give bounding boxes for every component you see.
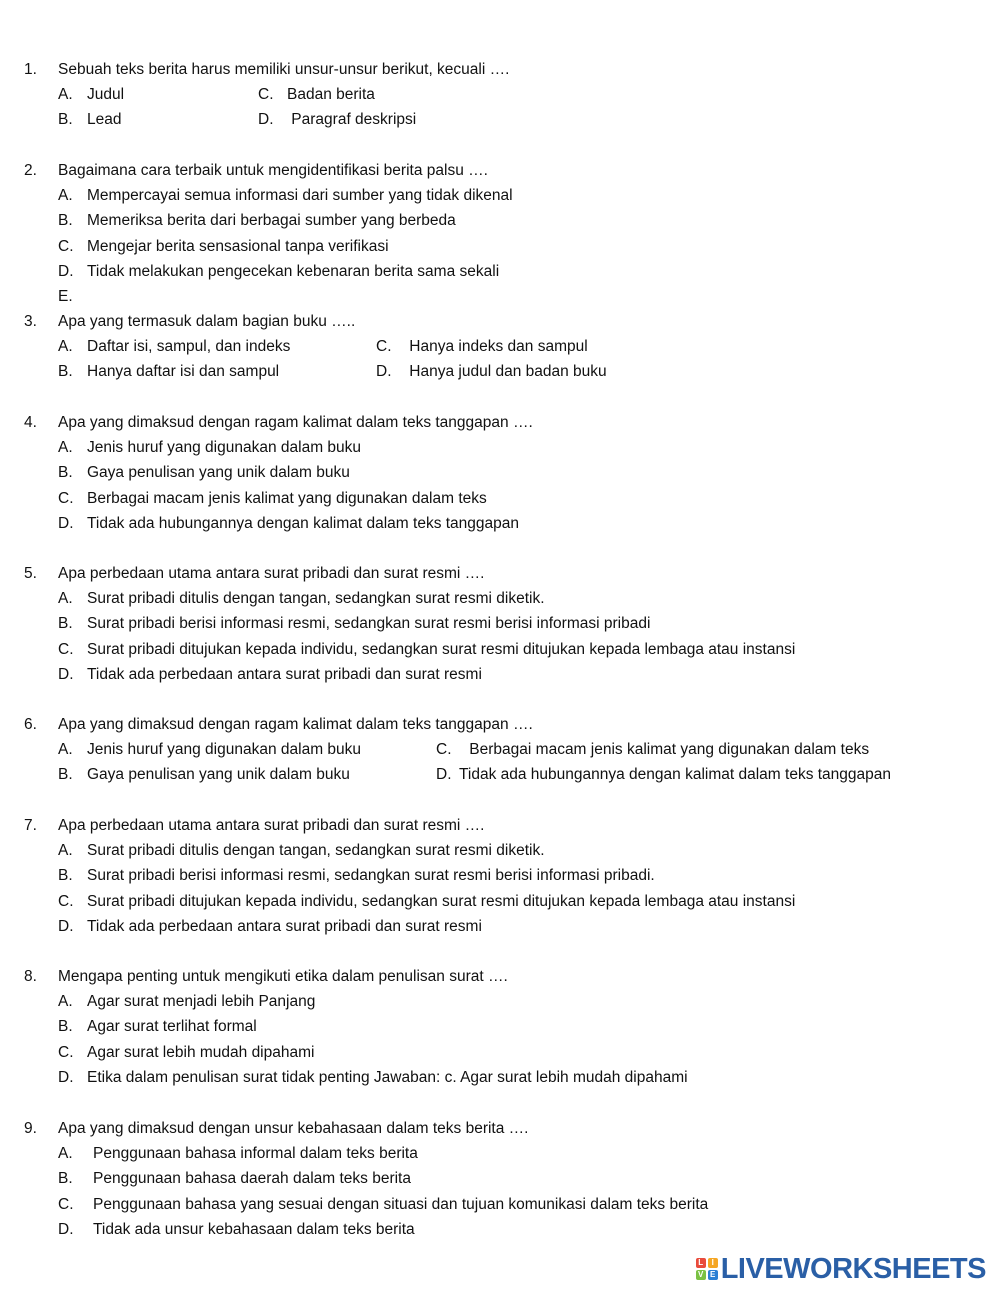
option-c[interactable]: C. Agar surat lebih mudah dipahami bbox=[58, 1043, 315, 1061]
question-number: 7. bbox=[24, 817, 37, 834]
option-a[interactable]: A. Surat pribadi ditulis dengan tangan, sedangkan surat resmi diketik. bbox=[58, 590, 545, 608]
question-number: 3. bbox=[24, 313, 37, 330]
option-a[interactable]: A. Daftar isi, sampul, dan indeks bbox=[58, 338, 291, 356]
question-stem: Apa perbedaan utama antara surat pribadi dan surat resmi …. bbox=[58, 817, 485, 834]
option-d[interactable]: D. Tidak ada hubungannya dengan kalimat dalam teks tanggapan bbox=[58, 514, 520, 532]
option-d[interactable]: D. Hanya judul dan badan buku bbox=[376, 363, 607, 381]
option-b[interactable]: B. Gaya penulisan yang unik dalam buku bbox=[58, 464, 350, 482]
option-c[interactable]: C. Surat pribadi ditujukan kepada individu, sedangkan surat resmi ditujukan kepada lembaga atau instansi bbox=[58, 892, 796, 910]
option-c[interactable]: C. Mengejar berita sensasional tanpa verifikasi bbox=[58, 237, 389, 255]
option-d[interactable]: D. Tidak melakukan pengecekan kebenaran berita sama sekali bbox=[58, 262, 500, 280]
option-c[interactable]: C. Berbagai macam jenis kalimat yang digunakan dalam teks bbox=[436, 741, 870, 759]
question-3 bbox=[24, 309, 984, 385]
question-number: 5. bbox=[24, 565, 37, 582]
option-b[interactable]: B. Agar surat terlihat formal bbox=[58, 1018, 257, 1036]
option-a[interactable]: A. Jenis huruf yang digunakan dalam buku bbox=[58, 741, 362, 759]
question-9 bbox=[24, 1116, 984, 1242]
question-4 bbox=[24, 410, 984, 536]
option-a[interactable]: A. Mempercayai semua informasi dari sumber yang tidak dikenal bbox=[58, 187, 513, 205]
option-b[interactable]: B. Gaya penulisan yang unik dalam buku bbox=[58, 766, 350, 784]
question-number: 2. bbox=[24, 162, 37, 179]
question-8 bbox=[24, 964, 984, 1090]
option-d[interactable]: D. Paragraf deskripsi bbox=[258, 111, 417, 129]
logo-mark-icon: L I V E bbox=[696, 1258, 718, 1280]
question-5 bbox=[24, 561, 984, 687]
liveworksheets-logo[interactable] bbox=[696, 1254, 986, 1284]
question-6 bbox=[24, 712, 984, 788]
option-c[interactable]: C. Penggunaan bahasa yang sesuai dengan situasi dan tujuan komunikasi dalam teks berita bbox=[58, 1195, 709, 1213]
question-stem: Apa perbedaan utama antara surat pribadi dan surat resmi …. bbox=[58, 565, 485, 582]
option-d[interactable]: D. Tidak ada unsur kebahasaan dalam teks berita bbox=[58, 1220, 415, 1238]
option-e[interactable]: E. bbox=[58, 287, 73, 305]
option-c[interactable]: C. Berbagai macam jenis kalimat yang digunakan dalam teks bbox=[58, 489, 487, 507]
question-7 bbox=[24, 813, 984, 939]
question-stem: Apa yang dimaksud dengan ragam kalimat dalam teks tanggapan …. bbox=[58, 716, 533, 733]
option-a[interactable]: A. Jenis huruf yang digunakan dalam buku bbox=[58, 439, 362, 457]
option-b[interactable]: B. Hanya daftar isi dan sampul bbox=[58, 363, 280, 381]
question-stem: Sebuah teks berita harus memiliki unsur-unsur berikut, kecuali …. bbox=[58, 61, 510, 78]
question-number: 6. bbox=[24, 716, 37, 733]
question-1 bbox=[24, 57, 984, 133]
question-stem: Mengapa penting untuk mengikuti etika dalam penulisan surat …. bbox=[58, 968, 508, 985]
option-d[interactable]: D. Tidak ada hubungannya dengan kalimat dalam teks tanggapan bbox=[436, 766, 892, 784]
option-a[interactable]: A. Agar surat menjadi lebih Panjang bbox=[58, 993, 316, 1011]
option-b[interactable]: B. Surat pribadi berisi informasi resmi, sedangkan surat resmi berisi informasi pribadi bbox=[58, 615, 651, 633]
option-b[interactable]: B. Memeriksa berita dari berbagai sumber yang berbeda bbox=[58, 212, 456, 230]
option-a[interactable]: A. Penggunaan bahasa informal dalam teks berita bbox=[58, 1145, 418, 1163]
option-b[interactable]: B. Lead bbox=[58, 111, 122, 129]
question-number: 8. bbox=[24, 968, 37, 985]
question-2 bbox=[24, 158, 984, 309]
option-d[interactable]: D. Tidak ada perbedaan antara surat pribadi dan surat resmi bbox=[58, 917, 482, 935]
option-a[interactable]: A. Surat pribadi ditulis dengan tangan, sedangkan surat resmi diketik. bbox=[58, 842, 545, 860]
option-c[interactable]: C. Hanya indeks dan sampul bbox=[376, 338, 588, 356]
option-a[interactable]: A. Judul bbox=[58, 86, 125, 104]
option-d[interactable]: D. Etika dalam penulisan surat tidak penting Jawaban: c. Agar surat lebih mudah dipahami bbox=[58, 1068, 688, 1086]
question-number: 9. bbox=[24, 1120, 37, 1137]
question-stem: Apa yang dimaksud dengan ragam kalimat dalam teks tanggapan …. bbox=[58, 414, 533, 431]
question-number: 1. bbox=[24, 61, 37, 78]
logo-text: LIVEWORKSHEETS bbox=[720, 1252, 986, 1285]
question-stem: Apa yang termasuk dalam bagian buku ….. bbox=[58, 313, 356, 330]
option-d[interactable]: D. Tidak ada perbedaan antara surat pribadi dan surat resmi bbox=[58, 665, 482, 683]
question-stem: Bagaimana cara terbaik untuk mengidentifikasi berita palsu …. bbox=[58, 162, 488, 179]
option-c[interactable]: C. Surat pribadi ditujukan kepada individu, sedangkan surat resmi ditujukan kepada lembaga atau instansi bbox=[58, 640, 796, 658]
question-number: 4. bbox=[24, 414, 37, 431]
option-c[interactable]: C. Badan berita bbox=[258, 86, 375, 104]
option-b[interactable]: B. Penggunaan bahasa daerah dalam teks berita bbox=[58, 1170, 411, 1188]
question-stem: Apa yang dimaksud dengan unsur kebahasaan dalam teks berita …. bbox=[58, 1120, 529, 1137]
option-b[interactable]: B. Surat pribadi berisi informasi resmi, sedangkan surat resmi berisi informasi pribadi. bbox=[58, 867, 655, 885]
